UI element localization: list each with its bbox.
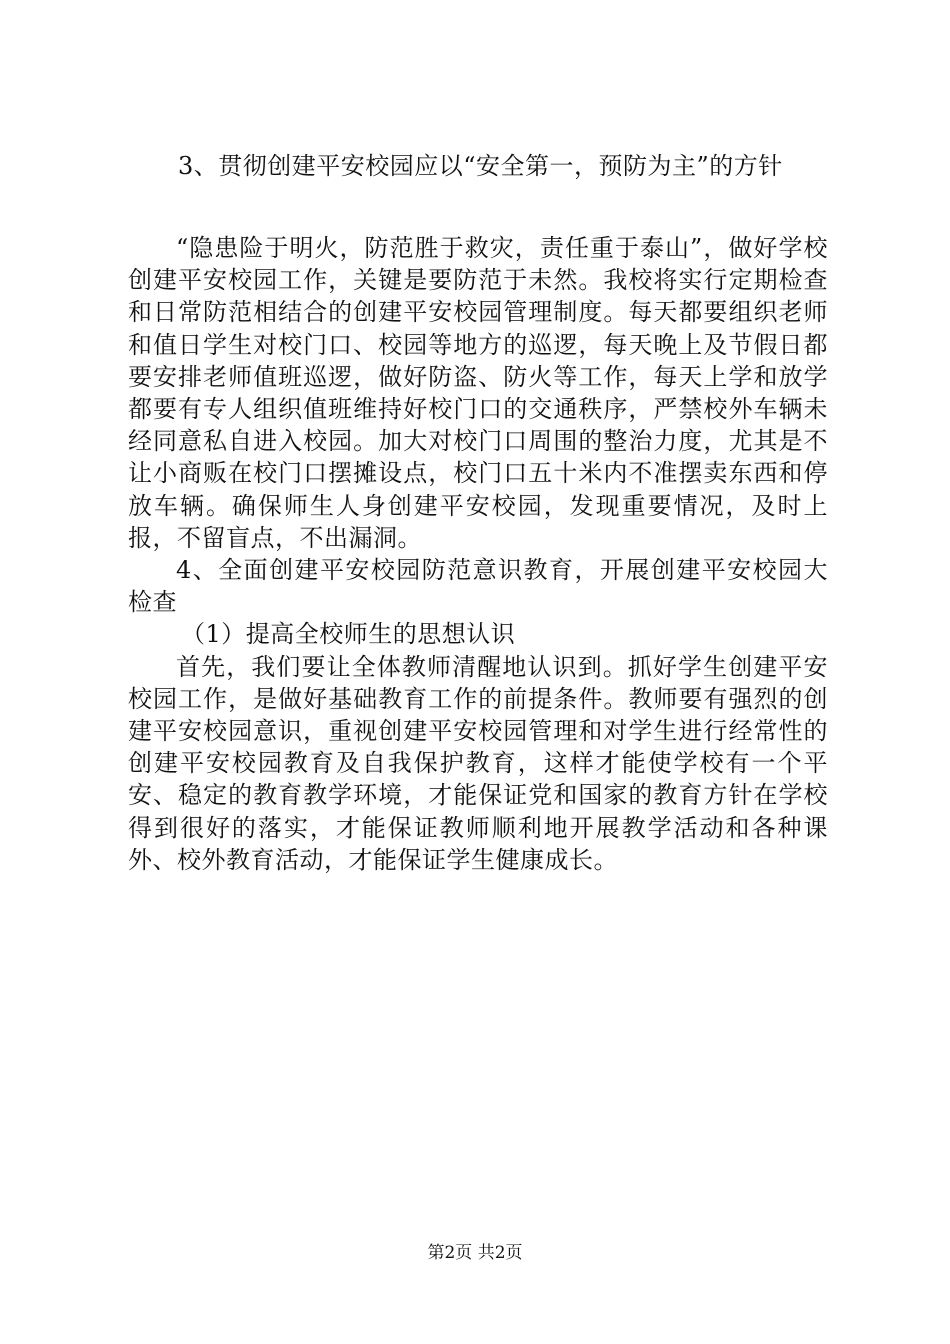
paragraph-safety-measures: “隐患险于明火，防范胜于救灾，责任重于泰山”，做好学校创建平安校园工作，关键是要防范于未然。我校将实行定期检查和日常防范相结合的创建平安校园管理制度。每天都要组织老师和值日学生对校门口、校园等地方的巡逻，每天晚上及节假日都要安排老师值班巡逻，做好防盗、防火等工作，每天上学和放学都要有专人组织值班维持好校门口的交通秩序，严禁校外车辆未经同意私自进入校园。加大对校门口周围的整治力度，尤其是不让小商贩在校门口摆摊设点，校门口五十米内不准摆卖东西和停放车辆。确保师生人身创建平安校园，发现重要情况，及时上报，不留盲点，不出漏洞。: [128, 234, 828, 552]
page-number-footer: 第2页 共2页: [427, 1243, 523, 1263]
section-heading-3: 3、贯彻创建平安校园应以“安全第一，预防为主”的方针: [178, 152, 783, 180]
section-heading-4: 4、全面创建平安校园防范意识教育，开展创建平安校园大检查: [128, 556, 828, 617]
document-body: [128, 232, 828, 876]
paragraph-teacher-awareness: 首先，我们要让全体教师清醒地认识到。抓好学生创建平安校园工作，是做好基础教育工作的前提条件。教师要有强烈的创建平安校园意识，重视创建平安校园管理和对学生进行经常性的创建平安校园教育及自我保护教育，这样才能使学校有一个平安、稳定的教育教学环境，才能保证党和国家的教育方针在学校得到很好的落实，才能保证教师顺利地开展教学活动和各种课外、校外教育活动，才能保证学生健康成长。: [128, 652, 828, 874]
subsection-heading-1: （1）提高全校师生的思想认识: [181, 620, 516, 649]
